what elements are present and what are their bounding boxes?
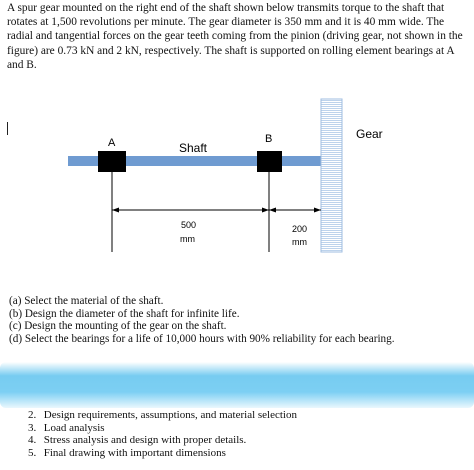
bearing-a [98,151,126,172]
bearing-b [257,151,282,172]
task-text: Design requirements, assumptions, and material selection [43,409,297,421]
problem-statement: A spur gear mounted on the right end of the shaft shown below transmits torque to the shaft that rotates at 1,500 revolutions per minute. The gear diameter is 350 mm and it is 40 mm wide. The radial and tangential forces on the gear teeth coming from the pinion (driving gear, not shown in the figure) are 0.73 kN and 2 kN, respectively. The shaft is supported on rolling element bearings at A and B. [7,2,463,71]
dim-ab-unit: mm [180,234,195,244]
question-list [9,295,395,345]
task-list [28,409,297,459]
task-number: 2. [28,409,37,421]
arrow-head-a [112,208,119,213]
arrow-head-b-right [269,208,276,213]
task-number: 4. [28,434,37,447]
dim-ab-value: 500 [181,220,197,230]
task-text: Load analysis [43,421,105,434]
task-number: 3. [28,421,37,434]
question-a: (a) Select the material of the shaft. [9,295,164,307]
dim-bgear-unit: mm [292,237,307,247]
highlight-overlay [0,362,474,408]
arrow-head-gear [314,208,321,213]
task-number: 5. [28,446,37,459]
task-text: Stress analysis and design with proper details. [43,434,247,447]
task-item [28,447,297,460]
task-item [28,434,297,447]
label-gear: Gear [356,127,383,141]
task-item [28,409,297,422]
gear-body [321,99,342,252]
label-b: B [265,133,273,145]
dim-bgear-value: 200 [292,224,308,234]
question-d: (d) Select the bearings for a life of 10,000 hours with 90% reliability for each bearing. [9,332,395,345]
arrow-head-b-left [262,208,269,213]
label-shaft: Shaft [179,141,208,155]
question-c: (c) Design the mounting of the gear on the shaft. [9,320,227,333]
question-b: (b) Design the diameter of the shaft for infinite life. [9,307,240,320]
label-a: A [108,137,116,149]
task-text: Final drawing with important dimensions [43,446,226,459]
task-item [28,422,297,435]
